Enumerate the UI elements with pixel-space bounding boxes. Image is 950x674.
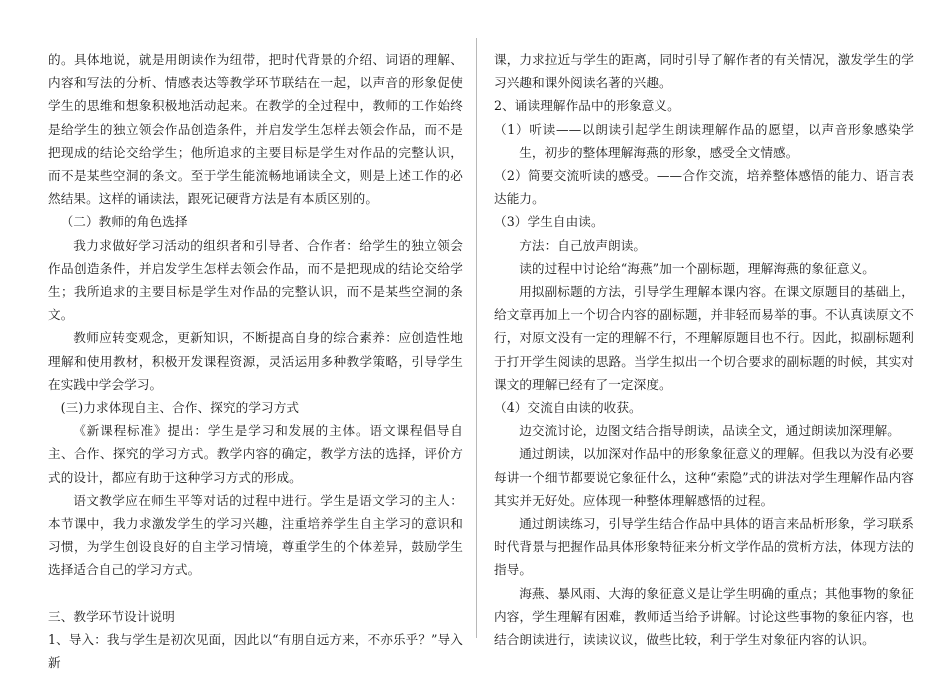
section-heading: (三)力求体现自主、合作、探究的学习方式 [60, 400, 300, 416]
left-column [48, 48, 463, 674]
paragraph: 海燕、暴风雨、大海的象征意义是让学生明确的重点；其他事物的象征内容，学生理解有困难，教师适当给予讲解。讨论这些事物的象征内容，也结合朗读进行，读读议议，做些比较，利于学生对象征内容的认识。 [494, 585, 914, 648]
paragraph-spacer [48, 582, 463, 605]
paragraph: 读的过程中讨论给“海燕”加一个副标题，理解海燕的象征意义。 [519, 260, 875, 276]
paragraph: 课，力求拉近与学生的距离，同时引导了解作者的有关情况，激发学生的学习兴趣和课外阅读名著的兴趣。 [494, 52, 914, 91]
paragraph: （3）学生自由读。 [494, 214, 604, 230]
section-heading: （二）教师的角色选择 [60, 214, 188, 230]
paragraph: 通过朗读，以加深对作品中的形象象征意义的理解。但我以为没有必要每讲一个细节都要说它象征什么，这种“索隐”式的讲法对学生理解作品内容其实并无好处。应体现一种整体理解感悟的过程。 [494, 446, 914, 508]
paragraph: 《新课程标准》提出：学生是学习和发展的主体。语文课程倡导自主、合作、探究的学习方式。教学内容的确定，教学方法的选择，评价方式的设计，都应有助于这种学习方式的形成。 [48, 423, 463, 485]
paragraph: 方法：自己放声朗读。 [519, 237, 647, 253]
paragraph: 用拟副标题的方法，引导学生理解本课内容。在课文原题目的基础上，给文章再加上一个切合内容的副标题，并非轻而易举的事。不认真读原文不行，对原文没有一定的理解不行，不理解原题目也不行。因此，拟副标题利于打开学生阅读的思路。当学生拟出一个切合要求的副标题的时候，其实对课文的理解已经有了一定深度。 [494, 284, 914, 392]
paragraph: （2）简要交流听读的感受。——合作交流，培养整体感悟的能力、语言表达能力。 [494, 168, 914, 207]
paragraph: 教师应转变观念，更新知识，不断提高自身的综合素养：应创造性地理解和使用教材，积极开发课程资源，灵活运用多种教学策略，引导学生在实践中学会学习。 [48, 330, 463, 392]
paragraph: 边交流讨论，边图文结合指导朗读，品读全文，通过朗读加深理解。 [519, 423, 900, 439]
paragraph: （4）交流自由读的收获。 [494, 400, 642, 416]
paragraph: 2、诵读理解作品中的形象意义。 [494, 98, 680, 114]
paragraph: 三、教学环节设计说明 [48, 608, 175, 624]
paragraph: 的。具体地说，就是用朗读作为纽带，把时代背景的介绍、词语的理解、内容和写法的分析、情感表达等教学环节联结在一起，以声音的形象促使学生的思维和想象积极地活动起来。在教学的全过程中，教师的工作始终是给学生的独立领会作品创造条件，并启发学生怎样去领会作品，而不是把现成的结论交给学生；他所追求的主要目标是学生对作品的完整认识，而不是某些空洞的条文。至于学生能流畅地诵读全文，则是上述工作的必然结果。这样的诵读法，跟死记硬背方法是有本质区别的。 [48, 52, 463, 207]
paragraph: （1）听读——以朗读引起学生朗读理解作品的愿望，以声音形象感染学生，初步的整体理解海燕的形象，感受全文情感。 [494, 121, 914, 160]
paragraph: 通过朗读练习，引导学生结合作品中具体的语言来品析形象，学习联系时代背景与把握作品具体形象特征来分析文学作品的赏析方法，体现方法的指导。 [494, 516, 914, 578]
paragraph: 语文教学应在师生平等对话的过程中进行。学生是语文学习的主人：本节课中，我力求激发学生的学习兴趣，注重培养学生自主学习的意识和习惯，为学生创设良好的自主学习情境，尊重学生的个体差异，鼓励学生选择适合自己的学习方式。 [48, 492, 463, 578]
column-divider [476, 38, 477, 638]
right-column [494, 48, 914, 651]
paragraph: 1、导入：我与学生是初次见面，因此以“有朋自远方来，不亦乐乎？”导入新 [48, 631, 463, 671]
paragraph: 我力求做好学习活动的组织者和引导者、合作者：给学生的独立领会作品创造条件，并启发学生怎样去领会作品，而不是把现成的结论交给学生；我所追求的主要目标是学生对作品的完整认识，而不是某些空洞的条文。 [48, 237, 463, 323]
